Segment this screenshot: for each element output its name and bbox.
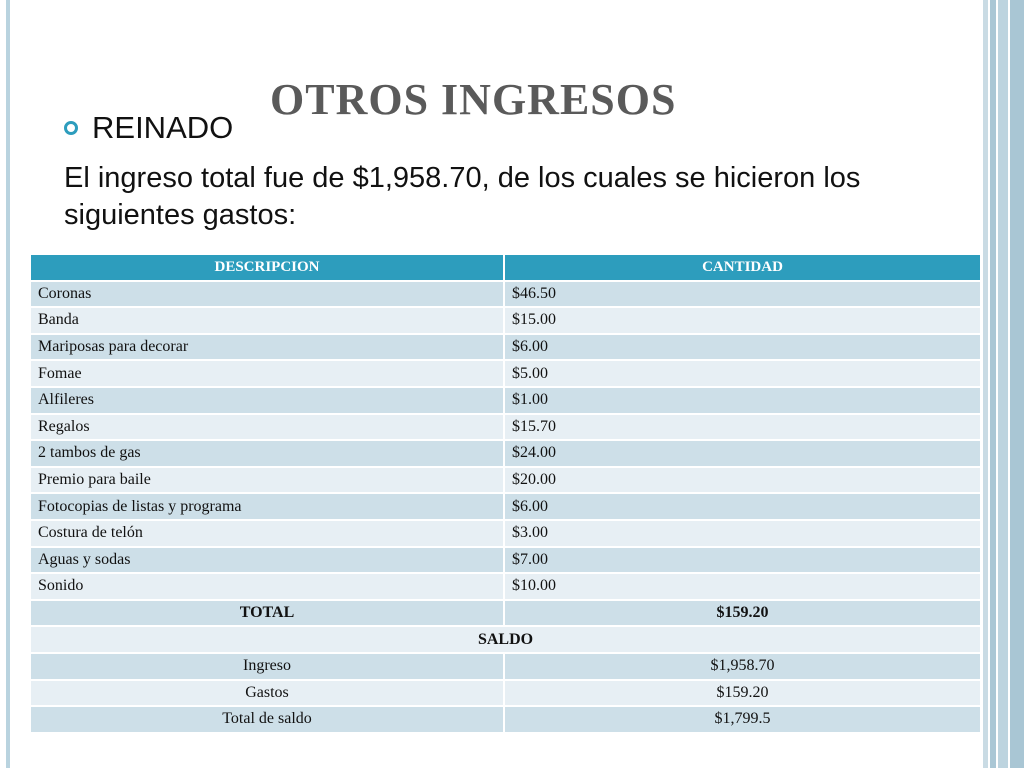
ring-bullet-icon <box>64 121 78 135</box>
header-description: DESCRIPCION <box>30 254 504 281</box>
left-frame-border <box>6 0 10 768</box>
table-row <box>30 547 981 574</box>
saldo-row <box>30 653 981 680</box>
row-description: 2 tambos de gas <box>30 440 504 467</box>
row-amount: $5.00 <box>504 360 981 387</box>
saldo-row-amount: $1,799.5 <box>504 706 981 733</box>
saldo-row-label: Total de saldo <box>30 706 504 733</box>
saldo-row-amount: $159.20 <box>504 680 981 707</box>
table-row <box>30 414 981 441</box>
row-description: Aguas y sodas <box>30 547 504 574</box>
row-amount: $24.00 <box>504 440 981 467</box>
table-row <box>30 360 981 387</box>
row-amount: $20.00 <box>504 467 981 494</box>
table-row <box>30 493 981 520</box>
table-row <box>30 281 981 308</box>
row-description: Regalos <box>30 414 504 441</box>
bullet-text: REINADO <box>92 110 234 145</box>
row-amount: $10.00 <box>504 573 981 600</box>
table-row <box>30 467 981 494</box>
row-amount: $15.00 <box>504 307 981 334</box>
total-row <box>30 600 981 627</box>
saldo-row <box>30 680 981 707</box>
saldo-row <box>30 706 981 733</box>
row-description: Premio para baile <box>30 467 504 494</box>
table-row <box>30 334 981 361</box>
saldo-header-row <box>30 626 981 653</box>
row-description: Fotocopias de listas y programa <box>30 493 504 520</box>
table-header-row <box>30 254 981 281</box>
right-frame-stripes <box>980 0 1024 768</box>
row-description: Coronas <box>30 281 504 308</box>
table-row <box>30 387 981 414</box>
table-row <box>30 440 981 467</box>
saldo-row-label: Ingreso <box>30 653 504 680</box>
slide-title: OTROS INGRESOS <box>270 75 677 124</box>
saldo-label: SALDO <box>30 626 981 653</box>
row-amount: $3.00 <box>504 520 981 547</box>
bullet-item <box>64 108 233 148</box>
row-description: Fomae <box>30 360 504 387</box>
row-description: Sonido <box>30 573 504 600</box>
row-amount: $6.00 <box>504 334 981 361</box>
row-amount: $46.50 <box>504 281 981 308</box>
row-amount: $7.00 <box>504 547 981 574</box>
intro-paragraph: El ingreso total fue de $1,958.70, de los cuales se hicieron los siguientes gastos: <box>64 162 861 231</box>
row-description: Costura de telón <box>30 520 504 547</box>
total-label: TOTAL <box>30 600 504 627</box>
header-amount: CANTIDAD <box>504 254 981 281</box>
row-description: Alfileres <box>30 387 504 414</box>
total-amount: $159.20 <box>504 600 981 627</box>
row-description: Banda <box>30 307 504 334</box>
row-amount: $1.00 <box>504 387 981 414</box>
saldo-row-label: Gastos <box>30 680 504 707</box>
row-amount: $15.70 <box>504 414 981 441</box>
table-row <box>30 520 981 547</box>
expenses-table <box>29 253 982 734</box>
table-row <box>30 307 981 334</box>
saldo-row-amount: $1,958.70 <box>504 653 981 680</box>
row-amount: $6.00 <box>504 493 981 520</box>
row-description: Mariposas para decorar <box>30 334 504 361</box>
table-row <box>30 573 981 600</box>
